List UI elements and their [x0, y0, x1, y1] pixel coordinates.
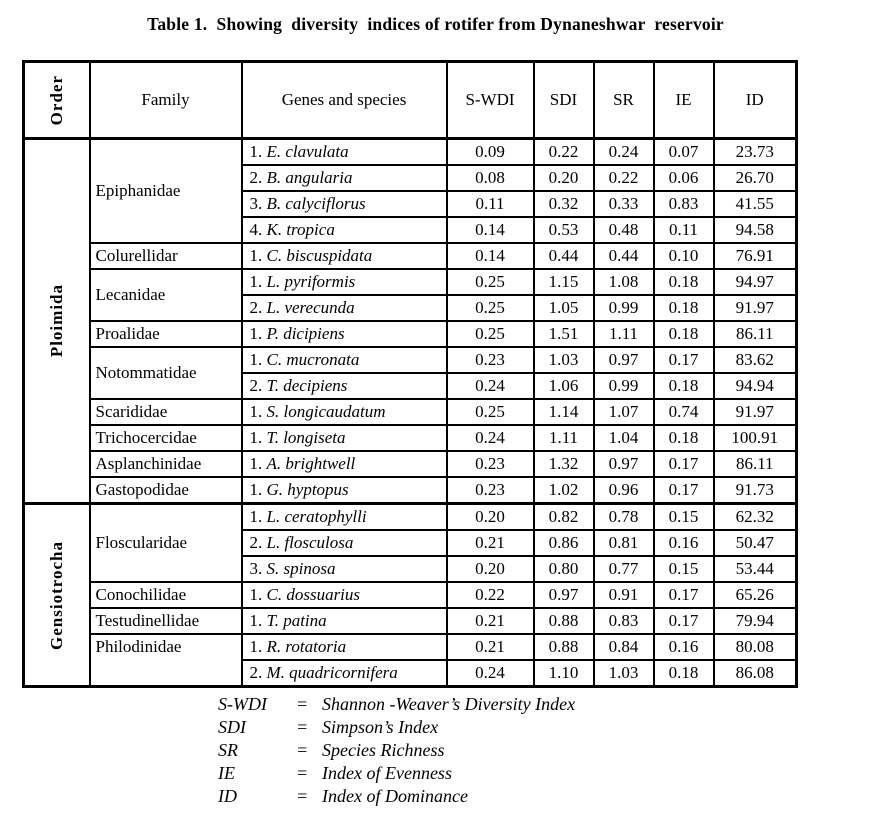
- species-name: E. clavulata: [266, 142, 349, 161]
- family-cell: Trichocercidae: [90, 425, 242, 451]
- species-cell: [242, 530, 447, 556]
- species-cell: [242, 556, 447, 582]
- value-sr: 1.03: [594, 660, 654, 687]
- species-number: 1.: [249, 428, 263, 447]
- value-sdi: 0.22: [534, 139, 594, 166]
- table-row: [24, 451, 797, 477]
- family-cell: Proalidae: [90, 321, 242, 347]
- species-number: 4.: [249, 220, 263, 239]
- species-cell: [242, 634, 447, 660]
- value-swdi: 0.21: [447, 530, 534, 556]
- value-id: 76.91: [714, 243, 797, 269]
- value-swdi: 0.23: [447, 477, 534, 504]
- value-swdi: 0.24: [447, 373, 534, 399]
- value-ie: 0.15: [654, 504, 714, 531]
- value-sr: 0.44: [594, 243, 654, 269]
- legend-row-sr: [218, 739, 871, 762]
- value-ie: 0.07: [654, 139, 714, 166]
- species-number: 1.: [249, 272, 263, 291]
- value-swdi: 0.25: [447, 269, 534, 295]
- species-cell: [242, 660, 447, 687]
- column-header-sdi: SDI: [534, 62, 594, 139]
- value-id: 94.94: [714, 373, 797, 399]
- species-number: 1.: [249, 454, 263, 473]
- value-swdi: 0.09: [447, 139, 534, 166]
- species-name: C. biscuspidata: [266, 246, 373, 265]
- diversity-indices-table: [22, 60, 798, 688]
- value-swdi: 0.14: [447, 217, 534, 243]
- table-row: [24, 608, 797, 634]
- value-ie: 0.74: [654, 399, 714, 425]
- value-sr: 1.04: [594, 425, 654, 451]
- species-number: 1.: [249, 507, 263, 526]
- species-number: 1.: [249, 637, 263, 656]
- value-sdi: 0.86: [534, 530, 594, 556]
- value-id: 53.44: [714, 556, 797, 582]
- value-id: 86.11: [714, 451, 797, 477]
- species-cell: [242, 608, 447, 634]
- value-sdi: 0.80: [534, 556, 594, 582]
- value-swdi: 0.20: [447, 556, 534, 582]
- value-sr: 0.97: [594, 347, 654, 373]
- table-row: [24, 399, 797, 425]
- value-sr: 1.08: [594, 269, 654, 295]
- value-id: 62.32: [714, 504, 797, 531]
- family-cell: Notommatidae: [90, 347, 242, 399]
- species-cell: [242, 217, 447, 243]
- species-name: L. flosculosa: [266, 533, 354, 552]
- value-sr: 0.99: [594, 373, 654, 399]
- equals-sign: =: [296, 694, 309, 714]
- value-swdi: 0.21: [447, 608, 534, 634]
- species-cell: [242, 373, 447, 399]
- value-sdi: 1.11: [534, 425, 594, 451]
- value-ie: 0.17: [654, 347, 714, 373]
- value-sdi: 1.10: [534, 660, 594, 687]
- table-row: [24, 347, 797, 373]
- value-sr: 0.99: [594, 295, 654, 321]
- species-name: T. longiseta: [266, 428, 346, 447]
- value-sdi: 1.14: [534, 399, 594, 425]
- column-header-ie: IE: [654, 62, 714, 139]
- species-cell: [242, 425, 447, 451]
- value-sr: 1.11: [594, 321, 654, 347]
- value-id: 91.97: [714, 399, 797, 425]
- value-sdi: 0.88: [534, 608, 594, 634]
- legend-abbr: SR: [218, 740, 238, 760]
- table-body: [24, 139, 797, 687]
- value-ie: 0.18: [654, 269, 714, 295]
- species-cell: [242, 504, 447, 531]
- species-name: A. brightwell: [266, 454, 356, 473]
- value-swdi: 0.23: [447, 451, 534, 477]
- value-swdi: 0.14: [447, 243, 534, 269]
- species-cell: [242, 243, 447, 269]
- table-row: [24, 243, 797, 269]
- species-number: 2.: [249, 663, 263, 682]
- table-header: [24, 62, 797, 139]
- value-id: 23.73: [714, 139, 797, 166]
- value-swdi: 0.24: [447, 425, 534, 451]
- value-id: 26.70: [714, 165, 797, 191]
- value-sdi: 0.82: [534, 504, 594, 531]
- legend-abbr: ID: [218, 786, 237, 806]
- value-sr: 0.81: [594, 530, 654, 556]
- value-sdi: 0.53: [534, 217, 594, 243]
- species-number: 1.: [249, 402, 263, 421]
- value-sr: 0.48: [594, 217, 654, 243]
- value-sdi: 1.02: [534, 477, 594, 504]
- species-name: C. dossuarius: [266, 585, 361, 604]
- value-sr: 0.24: [594, 139, 654, 166]
- value-sdi: 0.97: [534, 582, 594, 608]
- species-number: 1.: [249, 585, 263, 604]
- species-name: B. angularia: [266, 168, 353, 187]
- species-name: T. patina: [266, 611, 327, 630]
- value-ie: 0.16: [654, 634, 714, 660]
- table-row: [24, 477, 797, 504]
- legend-abbr: IE: [218, 763, 235, 783]
- equals-sign: =: [296, 763, 309, 783]
- species-cell: [242, 139, 447, 166]
- species-cell: [242, 451, 447, 477]
- value-ie: 0.18: [654, 425, 714, 451]
- species-cell: [242, 477, 447, 504]
- species-cell: [242, 191, 447, 217]
- table-title: Table 1. Showing diversity indices of rotifer from Dynaneshwar reservoir: [147, 14, 724, 34]
- value-ie: 0.18: [654, 373, 714, 399]
- family-cell: Asplanchinidae: [90, 451, 242, 477]
- equals-sign: =: [296, 740, 309, 760]
- column-header-family: Family: [90, 62, 242, 139]
- value-id: 86.11: [714, 321, 797, 347]
- species-number: 1.: [249, 246, 263, 265]
- legend: [218, 693, 871, 808]
- species-name: B. calyciflorus: [266, 194, 366, 213]
- value-ie: 0.10: [654, 243, 714, 269]
- species-name: T. decipiens: [266, 376, 348, 395]
- value-ie: 0.18: [654, 660, 714, 687]
- legend-definition: Index of Dominance: [322, 786, 468, 806]
- legend-row-sdi: [218, 716, 871, 739]
- value-sr: 0.91: [594, 582, 654, 608]
- value-id: 94.97: [714, 269, 797, 295]
- table-row: [24, 634, 797, 660]
- species-name: K. tropica: [266, 220, 335, 239]
- order-label: Ploimida: [46, 284, 66, 358]
- value-sr: 0.77: [594, 556, 654, 582]
- value-sdi: 1.15: [534, 269, 594, 295]
- family-cell: Scarididae: [90, 399, 242, 425]
- species-name: L. ceratophylli: [266, 507, 367, 526]
- value-id: 41.55: [714, 191, 797, 217]
- value-swdi: 0.22: [447, 582, 534, 608]
- value-sdi: 1.51: [534, 321, 594, 347]
- species-number: 2.: [249, 533, 263, 552]
- value-id: 91.73: [714, 477, 797, 504]
- value-ie: 0.16: [654, 530, 714, 556]
- species-cell: [242, 321, 447, 347]
- value-sdi: 0.44: [534, 243, 594, 269]
- value-ie: 0.17: [654, 477, 714, 504]
- equals-sign: =: [296, 786, 309, 806]
- value-ie: 0.06: [654, 165, 714, 191]
- table-row: [24, 425, 797, 451]
- species-cell: [242, 295, 447, 321]
- value-ie: 0.17: [654, 451, 714, 477]
- value-ie: 0.18: [654, 321, 714, 347]
- family-cell: Lecanidae: [90, 269, 242, 321]
- species-number: 3.: [249, 559, 263, 578]
- value-ie: 0.15: [654, 556, 714, 582]
- table-row: [24, 321, 797, 347]
- family-cell: Conochilidae: [90, 582, 242, 608]
- column-header-order: Order: [46, 74, 66, 126]
- legend-row-id: [218, 785, 871, 808]
- family-cell: Colurellidar: [90, 243, 242, 269]
- species-name: R. rotatoria: [266, 637, 347, 656]
- table-row: [24, 139, 797, 166]
- value-id: 86.08: [714, 660, 797, 687]
- value-sdi: 0.20: [534, 165, 594, 191]
- value-sr: 0.96: [594, 477, 654, 504]
- value-swdi: 0.25: [447, 399, 534, 425]
- value-sr: 0.22: [594, 165, 654, 191]
- table-row: [24, 504, 797, 531]
- header-row: [24, 62, 797, 139]
- species-name: M. quadricornifera: [266, 663, 398, 682]
- value-ie: 0.11: [654, 217, 714, 243]
- legend-definition: Species Richness: [322, 740, 445, 760]
- value-sr: 1.07: [594, 399, 654, 425]
- column-header-species: Genes and species: [242, 62, 447, 139]
- order-label: Gensiotrocha: [46, 540, 66, 650]
- order-cell: [24, 139, 90, 504]
- species-number: 2.: [249, 376, 263, 395]
- value-ie: 0.18: [654, 295, 714, 321]
- value-swdi: 0.20: [447, 504, 534, 531]
- legend-abbr: S-WDI: [218, 694, 267, 714]
- legend-definition: Simpson’s Index: [322, 717, 439, 737]
- value-id: 79.94: [714, 608, 797, 634]
- table-row: [24, 269, 797, 295]
- value-id: 80.08: [714, 634, 797, 660]
- family-cell: Philodinidae: [90, 634, 242, 687]
- species-number: 1.: [249, 142, 263, 161]
- species-cell: [242, 582, 447, 608]
- value-sdi: 0.32: [534, 191, 594, 217]
- column-header-order-cell: [24, 62, 90, 139]
- species-number: 1.: [249, 324, 263, 343]
- species-name: P. dicipiens: [266, 324, 345, 343]
- species-number: 2.: [249, 168, 263, 187]
- value-swdi: 0.11: [447, 191, 534, 217]
- species-name: L. verecunda: [266, 298, 355, 317]
- value-swdi: 0.21: [447, 634, 534, 660]
- value-id: 100.91: [714, 425, 797, 451]
- value-sdi: 0.88: [534, 634, 594, 660]
- species-number: 3.: [249, 194, 263, 213]
- table-row: [24, 582, 797, 608]
- species-cell: [242, 399, 447, 425]
- value-id: 65.26: [714, 582, 797, 608]
- family-cell: Testudinellidae: [90, 608, 242, 634]
- species-number: 1.: [249, 350, 263, 369]
- value-sdi: 1.32: [534, 451, 594, 477]
- species-name: C. mucronata: [266, 350, 360, 369]
- value-swdi: 0.24: [447, 660, 534, 687]
- value-id: 50.47: [714, 530, 797, 556]
- species-name: G. hyptopus: [266, 480, 349, 499]
- legend-row-swdi: [218, 693, 871, 716]
- species-number: 1.: [249, 480, 263, 499]
- value-ie: 0.17: [654, 608, 714, 634]
- species-name: L. pyriformis: [266, 272, 356, 291]
- value-sr: 0.78: [594, 504, 654, 531]
- column-header-id: ID: [714, 62, 797, 139]
- family-cell: Floscularidae: [90, 504, 242, 583]
- column-header-sr: SR: [594, 62, 654, 139]
- value-sdi: 1.05: [534, 295, 594, 321]
- legend-row-ie: [218, 762, 871, 785]
- family-cell: Epiphanidae: [90, 139, 242, 244]
- species-name: S. longicaudatum: [266, 402, 386, 421]
- value-swdi: 0.08: [447, 165, 534, 191]
- legend-abbr: SDI: [218, 717, 246, 737]
- value-id: 91.97: [714, 295, 797, 321]
- value-sdi: 1.03: [534, 347, 594, 373]
- value-sdi: 1.06: [534, 373, 594, 399]
- value-sr: 0.84: [594, 634, 654, 660]
- value-sr: 0.83: [594, 608, 654, 634]
- value-sr: 0.33: [594, 191, 654, 217]
- legend-definition: Index of Evenness: [322, 763, 452, 783]
- species-cell: [242, 165, 447, 191]
- value-swdi: 0.25: [447, 321, 534, 347]
- species-name: S. spinosa: [266, 559, 336, 578]
- family-cell: Gastopodidae: [90, 477, 242, 504]
- species-cell: [242, 347, 447, 373]
- value-swdi: 0.25: [447, 295, 534, 321]
- legend-definition: Shannon -Weaver’s Diversity Index: [322, 694, 576, 714]
- value-ie: 0.17: [654, 582, 714, 608]
- value-ie: 0.83: [654, 191, 714, 217]
- value-id: 83.62: [714, 347, 797, 373]
- order-cell: [24, 504, 90, 687]
- species-number: 2.: [249, 298, 263, 317]
- equals-sign: =: [296, 717, 309, 737]
- value-swdi: 0.23: [447, 347, 534, 373]
- species-number: 1.: [249, 611, 263, 630]
- column-header-swdi: S-WDI: [447, 62, 534, 139]
- species-cell: [242, 269, 447, 295]
- value-sr: 0.97: [594, 451, 654, 477]
- value-id: 94.58: [714, 217, 797, 243]
